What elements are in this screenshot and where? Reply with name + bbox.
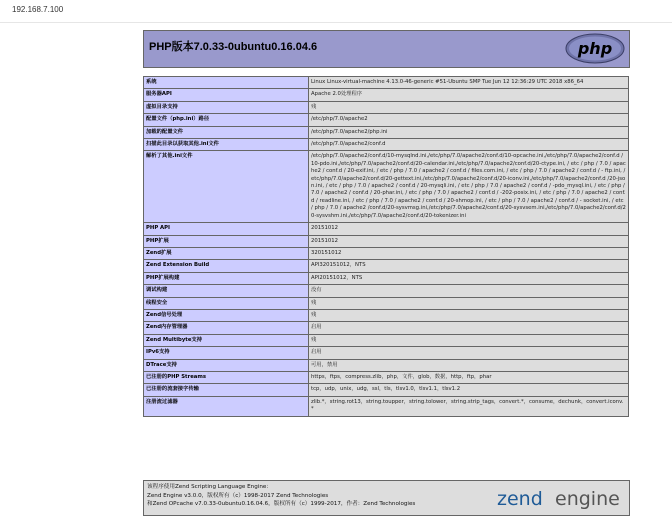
row-value: 320151012 xyxy=(309,247,629,259)
table-row xyxy=(144,89,629,101)
svg-text:zend: zend xyxy=(497,488,543,510)
row-key: DTrace支持 xyxy=(144,359,309,371)
row-value: tcp，udp，unix，udg，ssl，tls，tlsv1.0，tlsv1.1，tlsv1.2 xyxy=(309,384,629,396)
row-key: 已注册的PHP Streams xyxy=(144,371,309,383)
row-key: Zend Multibyte支持 xyxy=(144,334,309,346)
row-value: 残 xyxy=(309,334,629,346)
table-row xyxy=(144,114,629,126)
row-value: 可用，禁用 xyxy=(309,359,629,371)
php-logo-icon xyxy=(565,33,625,64)
phpinfo-header xyxy=(143,30,630,68)
table-row xyxy=(144,396,629,416)
row-key: 解析了其他.ini文件 xyxy=(144,151,309,223)
row-key: 调试构建 xyxy=(144,285,309,297)
row-value: 残 xyxy=(309,297,629,309)
svg-text:php: php xyxy=(577,39,613,58)
row-value: API20151012，NTS xyxy=(309,272,629,284)
row-key: PHP扩展构建 xyxy=(144,272,309,284)
table-row xyxy=(144,347,629,359)
row-value: /etc/php/7.0/apache2/conf.d/10-mysqlnd.ini,/etc/php/7.0/apache2/conf.d/10-opcache.ini,/etc/php/7.0/apache2/conf.d /10-pdo.ini,/etc/php/7.0/apache2/conf.d/20-calendar.ini,/etc/php/7.0/apache2/conf.d/20-ctype.ini, / etc / php / 7.0 / apache2 / conf.d / 20-exif.ini, / etc / php / 7.0 / apache2 / conf.d / files.com.ini, / etc / php / 7.0 / apache2 / conf.d / - ftp.ini, /etc/php/7.0/apache2/conf.d/20-gettext.ini,/etc/php/7.0/apache2/conf.d/20-iconv.ini,/etc/php/7.0/apache2/conf.d /20-json.ini, / etc / php / 7.0 / apache2 / conf.d / 20-mysqli.ini, / etc / php / 7.0 / apache2 / conf.d / -pdo_mysql.ini, / etc / php / 7.0 / apache2 / conf.d / 20-phar.ini, / etc / php / 7.0 / apache2 / conf.d / -202-posix.ini, / etc / php / 7.0 / apache2 / conf.d / readline.ini, / etc / php / 7.0 / apache2 / conf.d / 20-shmop.ini, / etc / php / 7.0 / apache2 / conf.d / - socket.ini, / etc / php / 7.0 / apache2 /conf.d/20-sysvmsg.ini,/etc/php/7.0/apache2/conf.d/20-sysvsem.ini,/etc/php/7.0/apache2/conf.d/20-sysvshm.ini,/etc/php/7.0/apache2/conf.d/20-tokenizer.ini xyxy=(309,151,629,223)
row-key: 已注册的流套接字传输 xyxy=(144,384,309,396)
row-value: zlib.*，string.rot13，string.toupper，string.tolower，string.strip_tags，convert.*，consume，dechunk，convert.iconv.* xyxy=(309,396,629,416)
row-key: 虚拟目录支持 xyxy=(144,101,309,113)
row-value: https，ftps，compress.zlib，php，文件，glob，数据，http，ftp，phar xyxy=(309,371,629,383)
table-row xyxy=(144,297,629,309)
table-row xyxy=(144,309,629,321)
php-info-table xyxy=(143,76,629,417)
row-value: API320151012，NTS xyxy=(309,260,629,272)
table-row xyxy=(144,260,629,272)
table-row xyxy=(144,151,629,223)
zend-footer xyxy=(143,480,630,516)
row-value: 20151012 xyxy=(309,235,629,247)
table-row xyxy=(144,223,629,235)
row-key: 加载的配置文件 xyxy=(144,126,309,138)
footer-line-2: Zend Engine v3.0.0，版权所有（c）1998-2017 Zend Technologies xyxy=(147,492,329,499)
table-row xyxy=(144,334,629,346)
zend-engine-logo-icon xyxy=(495,486,625,510)
table-row xyxy=(144,371,629,383)
table-row xyxy=(144,285,629,297)
row-key: 系统 xyxy=(144,77,309,89)
row-key: Zend Extension Build xyxy=(144,260,309,272)
row-key: Zend内存管理器 xyxy=(144,322,309,334)
row-value: Apache 2.0处理程序 xyxy=(309,89,629,101)
row-key: IPv6支持 xyxy=(144,347,309,359)
row-key: 扫描此目录以获取其他.ini文件 xyxy=(144,139,309,151)
row-value: 残 xyxy=(309,101,629,113)
browser-address-bar[interactable] xyxy=(0,0,672,23)
svg-text:engine: engine xyxy=(555,488,620,510)
table-row xyxy=(144,272,629,284)
row-value: 20151012 xyxy=(309,223,629,235)
row-value: /etc/php/7.0/apache2 xyxy=(309,114,629,126)
table-row xyxy=(144,101,629,113)
address-url[interactable]: 192.168.7.100 xyxy=(12,5,64,14)
table-row xyxy=(144,384,629,396)
footer-line-1: 该程序使用Zend Scripting Language Engine： xyxy=(147,484,272,490)
table-row xyxy=(144,322,629,334)
row-value: 启用 xyxy=(309,322,629,334)
row-key: PHP扩展 xyxy=(144,235,309,247)
table-row xyxy=(144,139,629,151)
row-value: 没有 xyxy=(309,285,629,297)
row-key: Zend信号处理 xyxy=(144,309,309,321)
row-value: /etc/php/7.0/apache2/conf.d xyxy=(309,139,629,151)
row-key: 注册流过滤器 xyxy=(144,396,309,416)
table-row xyxy=(144,126,629,138)
table-row xyxy=(144,77,629,89)
page-title: PHP版本7.0.33-0ubuntu0.16.04.6 xyxy=(149,41,318,53)
row-key: 配置文件（php.ini）路径 xyxy=(144,114,309,126)
row-key: 服务器API xyxy=(144,89,309,101)
row-key: 线程安全 xyxy=(144,297,309,309)
row-key: Zend扩展 xyxy=(144,247,309,259)
row-value: /etc/php/7.0/apache2/php.ini xyxy=(309,126,629,138)
row-value: 残 xyxy=(309,309,629,321)
table-row xyxy=(144,359,629,371)
row-value: Linux Linux-virtual-machine 4.13.0-46-generic #51-Ubuntu SMP Tue Jun 12 12:36:29 UTC 2018 x86_64 xyxy=(309,77,629,89)
row-key: PHP API xyxy=(144,223,309,235)
footer-line-3: 和Zend OPcache v7.0.33-0ubuntu0.16.04.6，版权所有（c）1999-2017，作者：Zend Technologies xyxy=(147,501,416,507)
table-row xyxy=(144,235,629,247)
row-value: 启用 xyxy=(309,347,629,359)
table-row xyxy=(144,247,629,259)
